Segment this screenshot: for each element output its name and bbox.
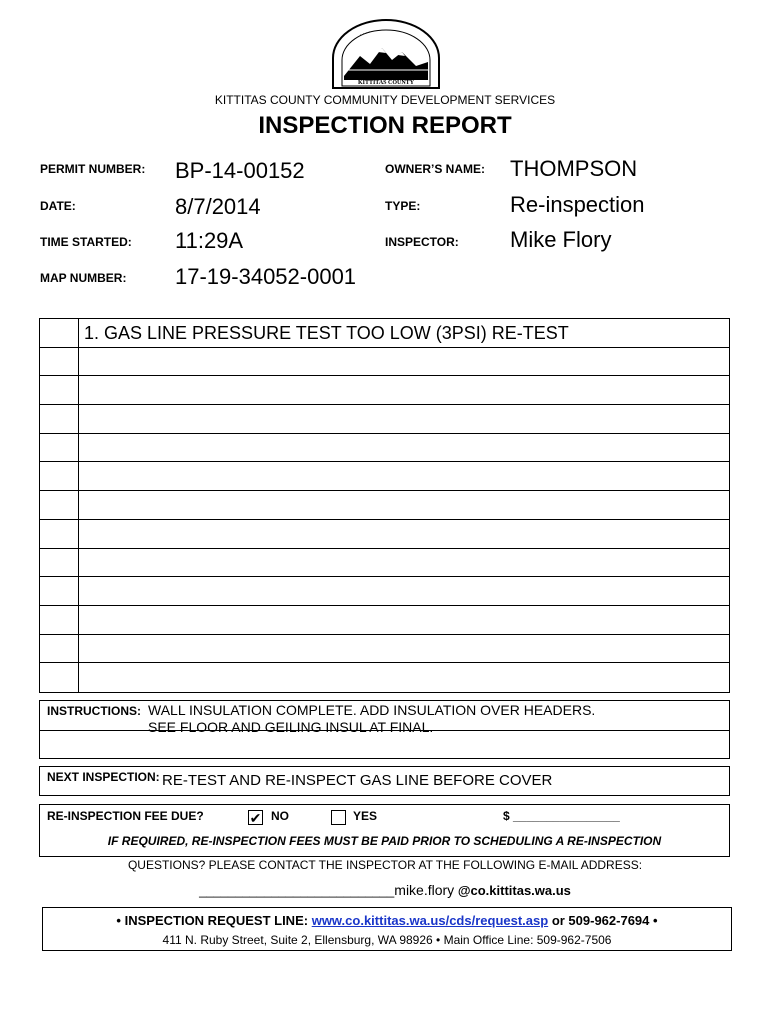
permit-number-value[interactable]: BP-14-00152	[175, 158, 305, 183]
owner-name-label: OWNER’S NAME:	[385, 162, 485, 176]
inspector-label: INSPECTOR:	[385, 235, 459, 249]
agency-name: KITTITAS COUNTY COMMUNITY DEVELOPMENT SERVICES	[214, 93, 556, 107]
address: 411 N. Ruby Street, Suite 2, Ellensburg, WA 98926	[162, 933, 433, 947]
email-line	[0, 882, 770, 898]
page-title: INSPECTION REPORT	[258, 112, 512, 139]
map-number-value[interactable]: 17-19-34052-0001	[175, 264, 357, 289]
inspector-value[interactable]: Mike Flory	[510, 227, 612, 252]
type-label: TYPE:	[385, 199, 421, 213]
date-label: DATE:	[40, 199, 76, 213]
request-label: INSPECTION REQUEST LINE:	[124, 913, 309, 928]
item-text[interactable]	[79, 549, 729, 577]
instructions-box	[39, 700, 730, 759]
table-row	[40, 635, 729, 664]
item-text[interactable]	[79, 434, 729, 462]
time-started-label: TIME STARTED:	[40, 235, 132, 249]
svg-text:· · · ·: · · · ·	[358, 28, 371, 38]
table-row	[40, 405, 729, 434]
table-row	[40, 520, 729, 549]
permit-number-label: PERMIT NUMBER:	[40, 162, 146, 176]
row-number-cell	[40, 577, 79, 605]
fee-no-checkbox[interactable]	[248, 810, 263, 828]
table-row	[40, 319, 729, 348]
item-text[interactable]	[79, 663, 729, 692]
item-text[interactable]	[79, 606, 729, 634]
fee-yes-checkbox[interactable]	[331, 810, 346, 830]
item-text[interactable]	[79, 520, 729, 548]
request-line	[43, 913, 731, 928]
next-inspection-label: NEXT INSPECTION:	[47, 770, 160, 784]
fee-label: RE-INSPECTION FEE DUE?	[47, 809, 204, 823]
row-number-cell	[40, 491, 79, 519]
row-number-cell	[40, 663, 79, 692]
item-text[interactable]: 1. GAS LINE PRESSURE TEST TOO LOW (3PSI) RE-TEST	[84, 323, 569, 343]
inspection-items-table	[39, 318, 730, 693]
item-text[interactable]	[79, 491, 729, 519]
item-text[interactable]	[79, 635, 729, 663]
item-text[interactable]	[79, 577, 729, 605]
reinspection-fee-box	[39, 804, 730, 857]
email-blank: ___________________________	[199, 883, 395, 898]
item-text[interactable]	[79, 405, 729, 433]
table-row	[40, 606, 729, 635]
instructions-line-1[interactable]: WALL INSULATION COMPLETE. ADD INSULATION OVER HEADERS.	[148, 702, 596, 718]
table-row	[40, 549, 729, 578]
row-number-cell	[40, 405, 79, 433]
check-icon: ✔	[249, 810, 262, 826]
next-inspection-value[interactable]: RE-TEST AND RE-INSPECT GAS LINE BEFORE COVER	[162, 772, 553, 789]
bullet-icon: •	[116, 913, 121, 928]
bullet-icon: •	[436, 933, 441, 947]
bullet-icon: •	[653, 913, 658, 928]
footer-box	[42, 907, 732, 951]
next-inspection-box	[39, 766, 730, 796]
row-number-cell	[40, 348, 79, 376]
date-value[interactable]: 8/7/2014	[175, 194, 261, 219]
county-seal	[330, 18, 442, 90]
row-number-cell	[40, 319, 79, 347]
fee-no-label: NO	[271, 809, 289, 823]
instructions-label: INSTRUCTIONS:	[47, 704, 141, 718]
table-row	[40, 348, 729, 377]
email-user[interactable]: mike.flory	[394, 882, 455, 898]
fee-yes-label: YES	[353, 809, 378, 823]
fee-amount[interactable]: $ ________________	[503, 809, 620, 823]
row-number-cell	[40, 520, 79, 548]
row-number-cell	[40, 606, 79, 634]
item-text[interactable]	[79, 348, 729, 376]
questions-text: QUESTIONS? PLEASE CONTACT THE INSPECTOR AT THE FOLLOWING E-MAIL ADDRESS:	[127, 858, 643, 872]
table-row	[40, 577, 729, 606]
instructions-line-2[interactable]: SEE FLOOR AND GEILING INSUL AT FINAL.	[148, 719, 434, 735]
request-phone: or 509-962-7694	[551, 913, 650, 928]
row-number-cell	[40, 434, 79, 462]
map-number-label: MAP NUMBER:	[40, 271, 127, 285]
row-number-cell	[40, 376, 79, 404]
table-row	[40, 491, 729, 520]
table-row	[40, 376, 729, 405]
address-line	[43, 933, 731, 947]
table-row	[40, 434, 729, 463]
fee-notice: IF REQUIRED, RE-INSPECTION FEES MUST BE PAID PRIOR TO SCHEDULING A RE-INSPECTION	[107, 834, 662, 848]
seal-text: KITTITAS COUNTY	[357, 80, 415, 86]
row-number-cell	[40, 635, 79, 663]
request-url-link[interactable]: www.co.kittitas.wa.us/cds/request.asp	[311, 913, 549, 928]
table-row	[40, 462, 729, 491]
time-started-value[interactable]: 11:29A	[175, 228, 244, 253]
type-value[interactable]: Re-inspection	[510, 192, 645, 217]
item-text[interactable]	[79, 462, 729, 490]
item-text[interactable]	[79, 376, 729, 404]
owner-name-value[interactable]: THOMPSON	[510, 156, 638, 181]
table-row	[40, 663, 729, 692]
row-number-cell	[40, 549, 79, 577]
office-line: Main Office Line: 509-962-7506	[443, 933, 612, 947]
email-domain: @co.kittitas.wa.us	[457, 883, 571, 898]
row-number-cell	[40, 462, 79, 490]
